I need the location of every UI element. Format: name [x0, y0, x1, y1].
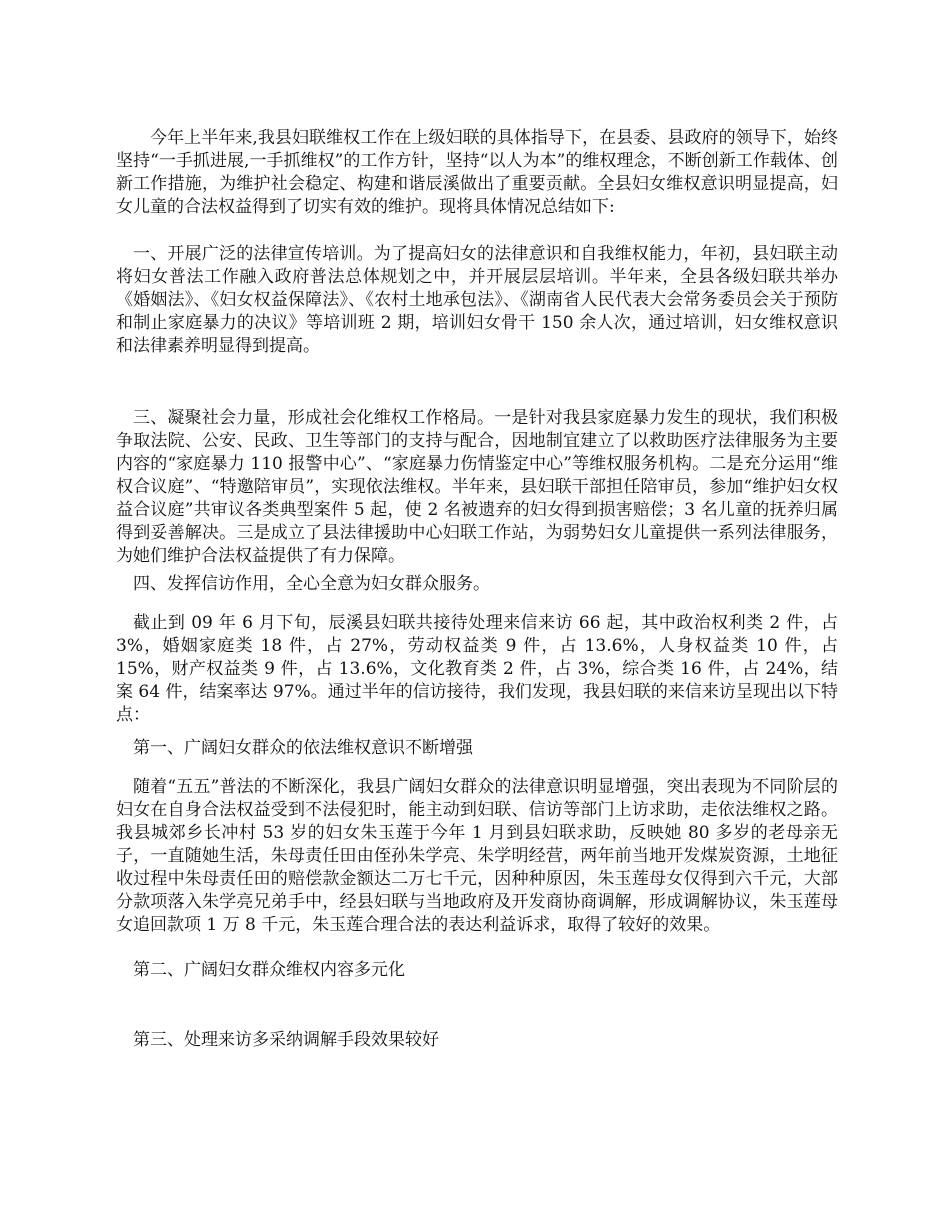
section-three-paragraph: 三、凝聚社会力量，形成社会化维权工作格局。一是针对我县家庭暴力发生的现状，我们积极争取法院、公安、民政、卫生等部门的支持与配合，因地制宜建立了以救助医疗法律服务为主要内容的“家庭暴力 110 报警中心”、“家庭暴力伤情鉴定中心”等维权服务机构。二是充分运用“维权合议庭”、“特邀陪审员”，实现依法维权。半年来，县妇联干部担任陪审员，参加“维护妇女权益合议庭”共审议各类典型案件 5 起，使 2 名被遗弃的妇女得到损害赔偿；3 名儿童的抚养归属得到妥善解决。三是成立了县法律援助中心妇联工作站，为弱势妇女儿童提供一系列法律服务，为她们维护合法权益提供了有力保障。: [116, 408, 838, 566]
point-one-heading: 第一、广阔妇女群众的依法维权意识不断增强: [133, 738, 473, 758]
section-four-heading: 四、发挥信访作用，全心全意为妇女群众服务。: [133, 574, 490, 594]
section-one-paragraph: 一、开展广泛的法律宣传培训。为了提高妇女的法律意识和自我维权能力，年初，县妇联主动将妇女普法工作融入政府普法总体规划之中，并开展层层培训。半年来，全县各级妇联共举办《婚姻法》、《妇女权益保障法》、《农村土地承包法》、《湖南省人民代表大会常务委员会关于预防和制止家庭暴力的决议》等培训班 2 期，培训妇女骨干 150 余人次，通过培训，妇女维权意识和法律素养明显得到提高。: [116, 244, 838, 356]
point-one-paragraph: 随着“五五”普法的不断深化，我县广阔妇女群众的法律意识明显增强，突出表现为不同阶层的妇女在自身合法权益受到不法侵犯时，能主动到妇联、信访等部门上访求助，走依法维权之路。我县城郊乡长冲村 53 岁的妇女朱玉莲于今年 1 月到县妇联求助，反映她 80 多岁的老母亲无子，一直随她生活，朱母责任田由侄孙朱学亮、朱学明经营，两年前当地开发煤炭资源，土地征收过程中朱母责任田的赔偿款金额达二万七千元，因种种原因，朱玉莲母女仅得到六千元，大部分款项落入朱学亮兄弟手中，经县妇联与当地政府及开发商协商调解，形成调解协议，朱玉莲母女追回款项 1 万 8 千元，朱玉莲合理合法的表达利益诉求，取得了较好的效果。: [116, 777, 838, 935]
petition-stats-paragraph: 截止到 09 年 6 月下旬，辰溪县妇联共接待处理来信来访 66 起，其中政治权利类 2 件，占 3%，婚姻家庭类 18 件，占 27%，劳动权益类 9 件，占 13.6%，人身权益类 10 件，占 15%，财产权益类 9 件，占 13.6%，文化教育类 2 件，占 3%，综合类 16 件，占 24%，结案 64 件，结案率达 97%。通过半年的信访接待，我们发现，我县妇联的来信来访呈现出以下特点：: [116, 613, 838, 725]
point-two-heading: 第二、广阔妇女群众维权内容多元化: [133, 960, 405, 980]
intro-paragraph: 今年上半年来,我县妇联维权工作在上级妇联的具体指导下，在县委、县政府的领导下，始终坚持“一手抓进展,一手抓维权”的工作方针，坚持“以人为本”的维权理念，不断创新工作载体、创新工作措施，为维护社会稳定、构建和谐辰溪做出了重要贡献。全县妇女维权意识明显提高，妇女儿童的合法权益得到了切实有效的维护。现将具体情况总结如下:: [116, 128, 838, 217]
point-three-heading: 第三、处理来访多采纳调解手段效果较好: [133, 1030, 439, 1050]
